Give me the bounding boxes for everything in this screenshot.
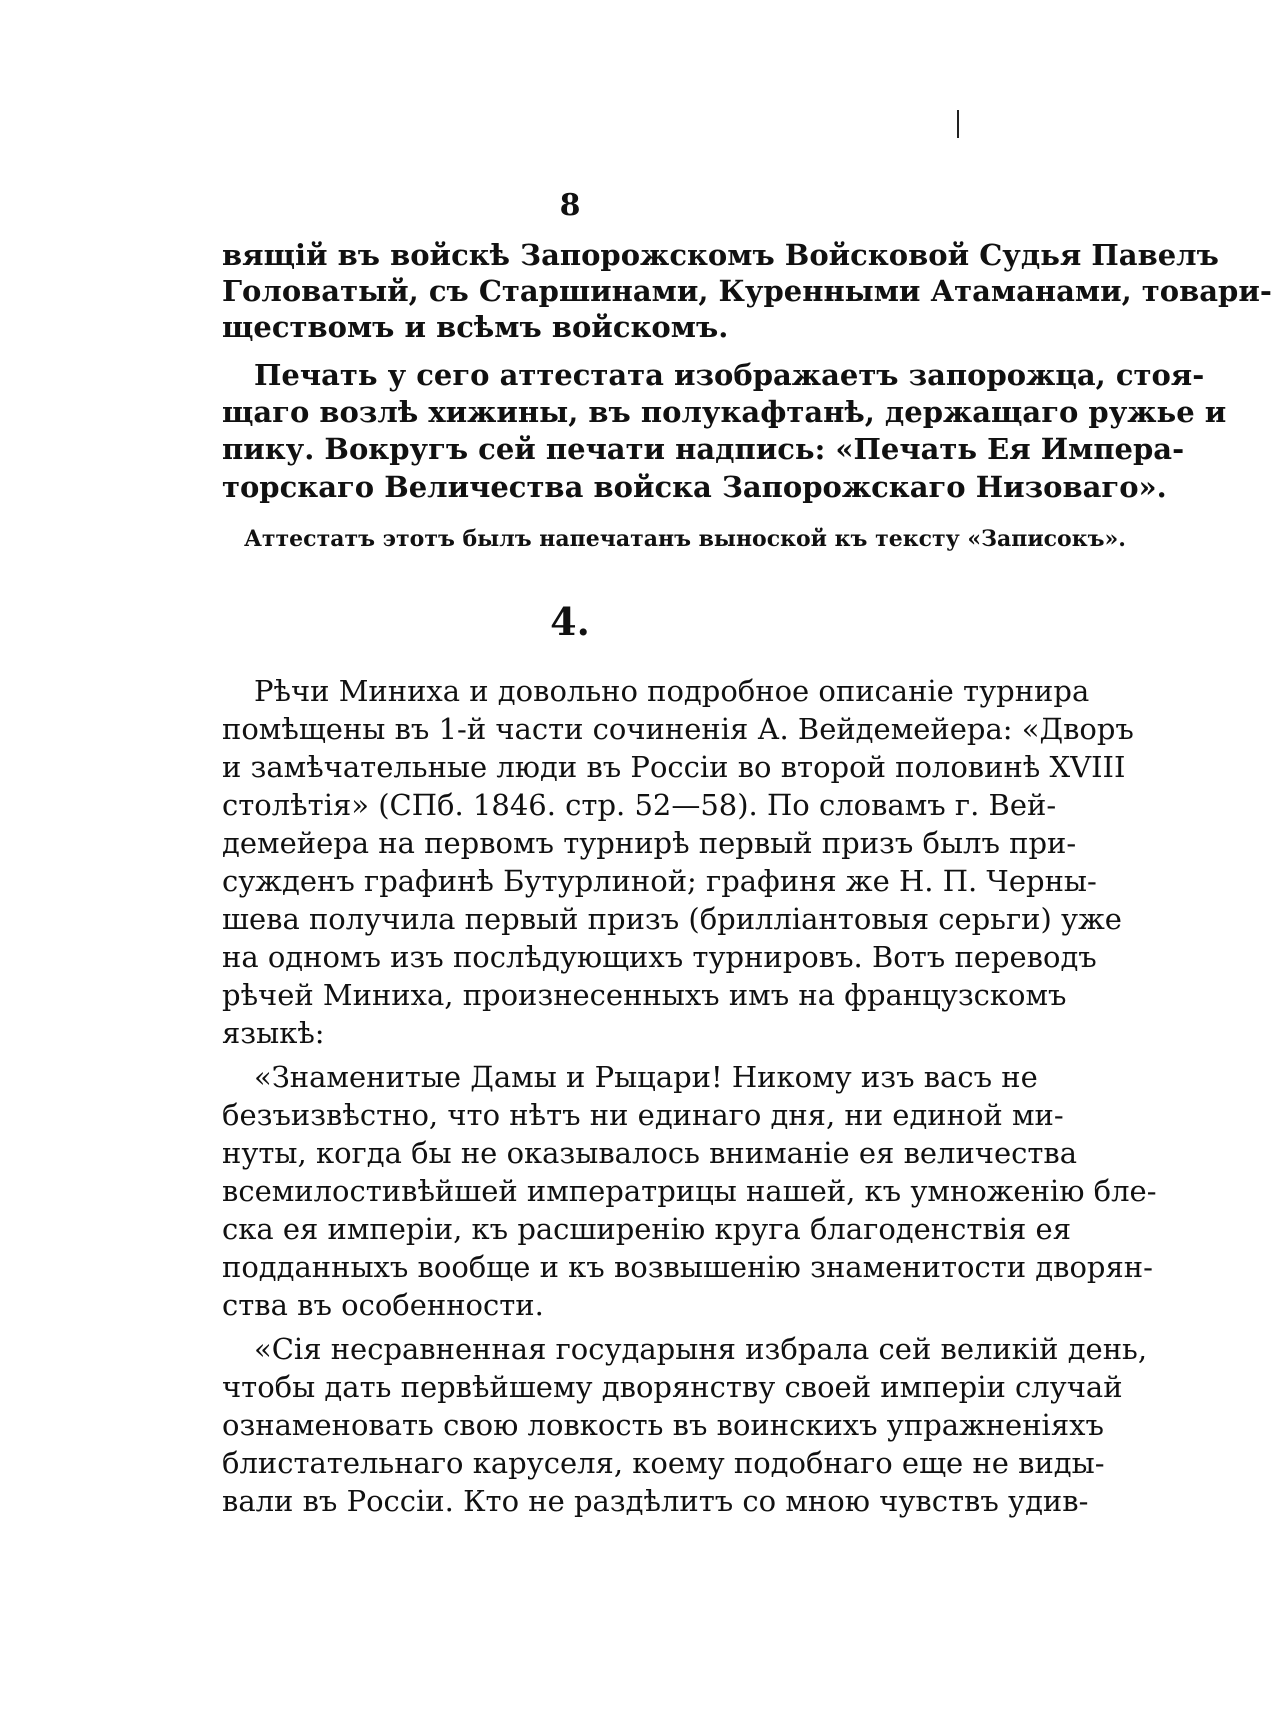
text-line: торскаго Величества войска Запорожскаго Низоваго».: [222, 470, 1167, 504]
text-line: ознаменовать свою ловкость въ воинскихъ упражненіяхъ: [222, 1408, 1104, 1442]
text-line: демейера на первомъ турнирѣ первый призъ былъ при-: [222, 826, 1077, 860]
text-line: «Знаменитые Дамы и Рыцари! Никому изъ васъ не: [254, 1060, 1038, 1094]
text-line: блистательнаго каруселя, коему подобнаго еще не виды-: [222, 1446, 1105, 1480]
text-line: ществомъ и всѣмъ войскомъ.: [222, 310, 729, 344]
text-line: «Сія несравненная государыня избрала сей великій день,: [254, 1332, 1148, 1366]
text-line: нуты, когда бы не оказывалось вниманіе ея величества: [222, 1136, 1078, 1170]
text-line: щаго возлѣ хижины, въ полукафтанѣ, держащаго ружье и: [222, 395, 1227, 429]
text-line: шева получила первый призъ (бриллiантовыя серьги) уже: [222, 902, 1122, 936]
text-line: пику. Вокругъ сей печати надпись: «Печать Ея Импера-: [222, 432, 1185, 466]
text-line: ства въ особенности.: [222, 1288, 544, 1322]
text-line: чтобы дать первѣйшему дворянству своей имперіи случай: [222, 1370, 1123, 1404]
text-line: вали въ Россіи. Кто не раздѣлитъ со мною чувствъ удив-: [222, 1484, 1089, 1518]
note-line: Аттестатъ этотъ былъ напечатанъ выноской къ тексту «Записокъ».: [244, 526, 1126, 552]
text-line: и замѣчательные люди въ Россіи во второй половинѣ XVIII: [222, 750, 1126, 784]
page-number: 8: [559, 188, 581, 223]
text-line: Головатый, съ Старшинами, Куренными Атаманами, товари-: [222, 274, 1272, 308]
text-line: помѣщены въ 1-й части сочиненія А. Вейдемейера: «Дворъ: [222, 712, 1134, 746]
text-line: ска ея имперіи, къ расширенію круга благоденствія ея: [222, 1212, 1071, 1246]
text-line: подданныхъ вообще и къ возвышенію знаменитости дворян-: [222, 1250, 1153, 1284]
text-line: рѣчей Миниха, произнесенныхъ имъ на французскомъ: [222, 978, 1067, 1012]
text-line: на одномъ изъ послѣдующихъ турнировъ. Вотъ переводъ: [222, 940, 1097, 974]
text-line: столѣтія» (СПб. 1846. стр. 52—58). По словамъ г. Вей-: [222, 788, 1057, 822]
text-line: вящій въ войскѣ Запорожскомъ Войсковой Судья Павелъ: [222, 238, 1219, 272]
text-line: Печать у сего аттестата изображаетъ запорожца, стоя-: [254, 358, 1205, 392]
text-line: сужденъ графинѣ Бутурлиной; графиня же Н. П. Черны-: [222, 864, 1097, 898]
section-heading: 4.: [550, 599, 590, 644]
text-line: языкѣ:: [222, 1016, 325, 1050]
text-line: безъизвѣстно, что нѣтъ ни единаго дня, ни единой ми-: [222, 1098, 1064, 1132]
text-line: всемилостивѣйшей императрицы нашей, къ умноженію бле-: [222, 1174, 1157, 1208]
margin-mark: [957, 110, 959, 138]
text-line: Рѣчи Миниха и довольно подробное описаніе турнира: [254, 674, 1090, 708]
